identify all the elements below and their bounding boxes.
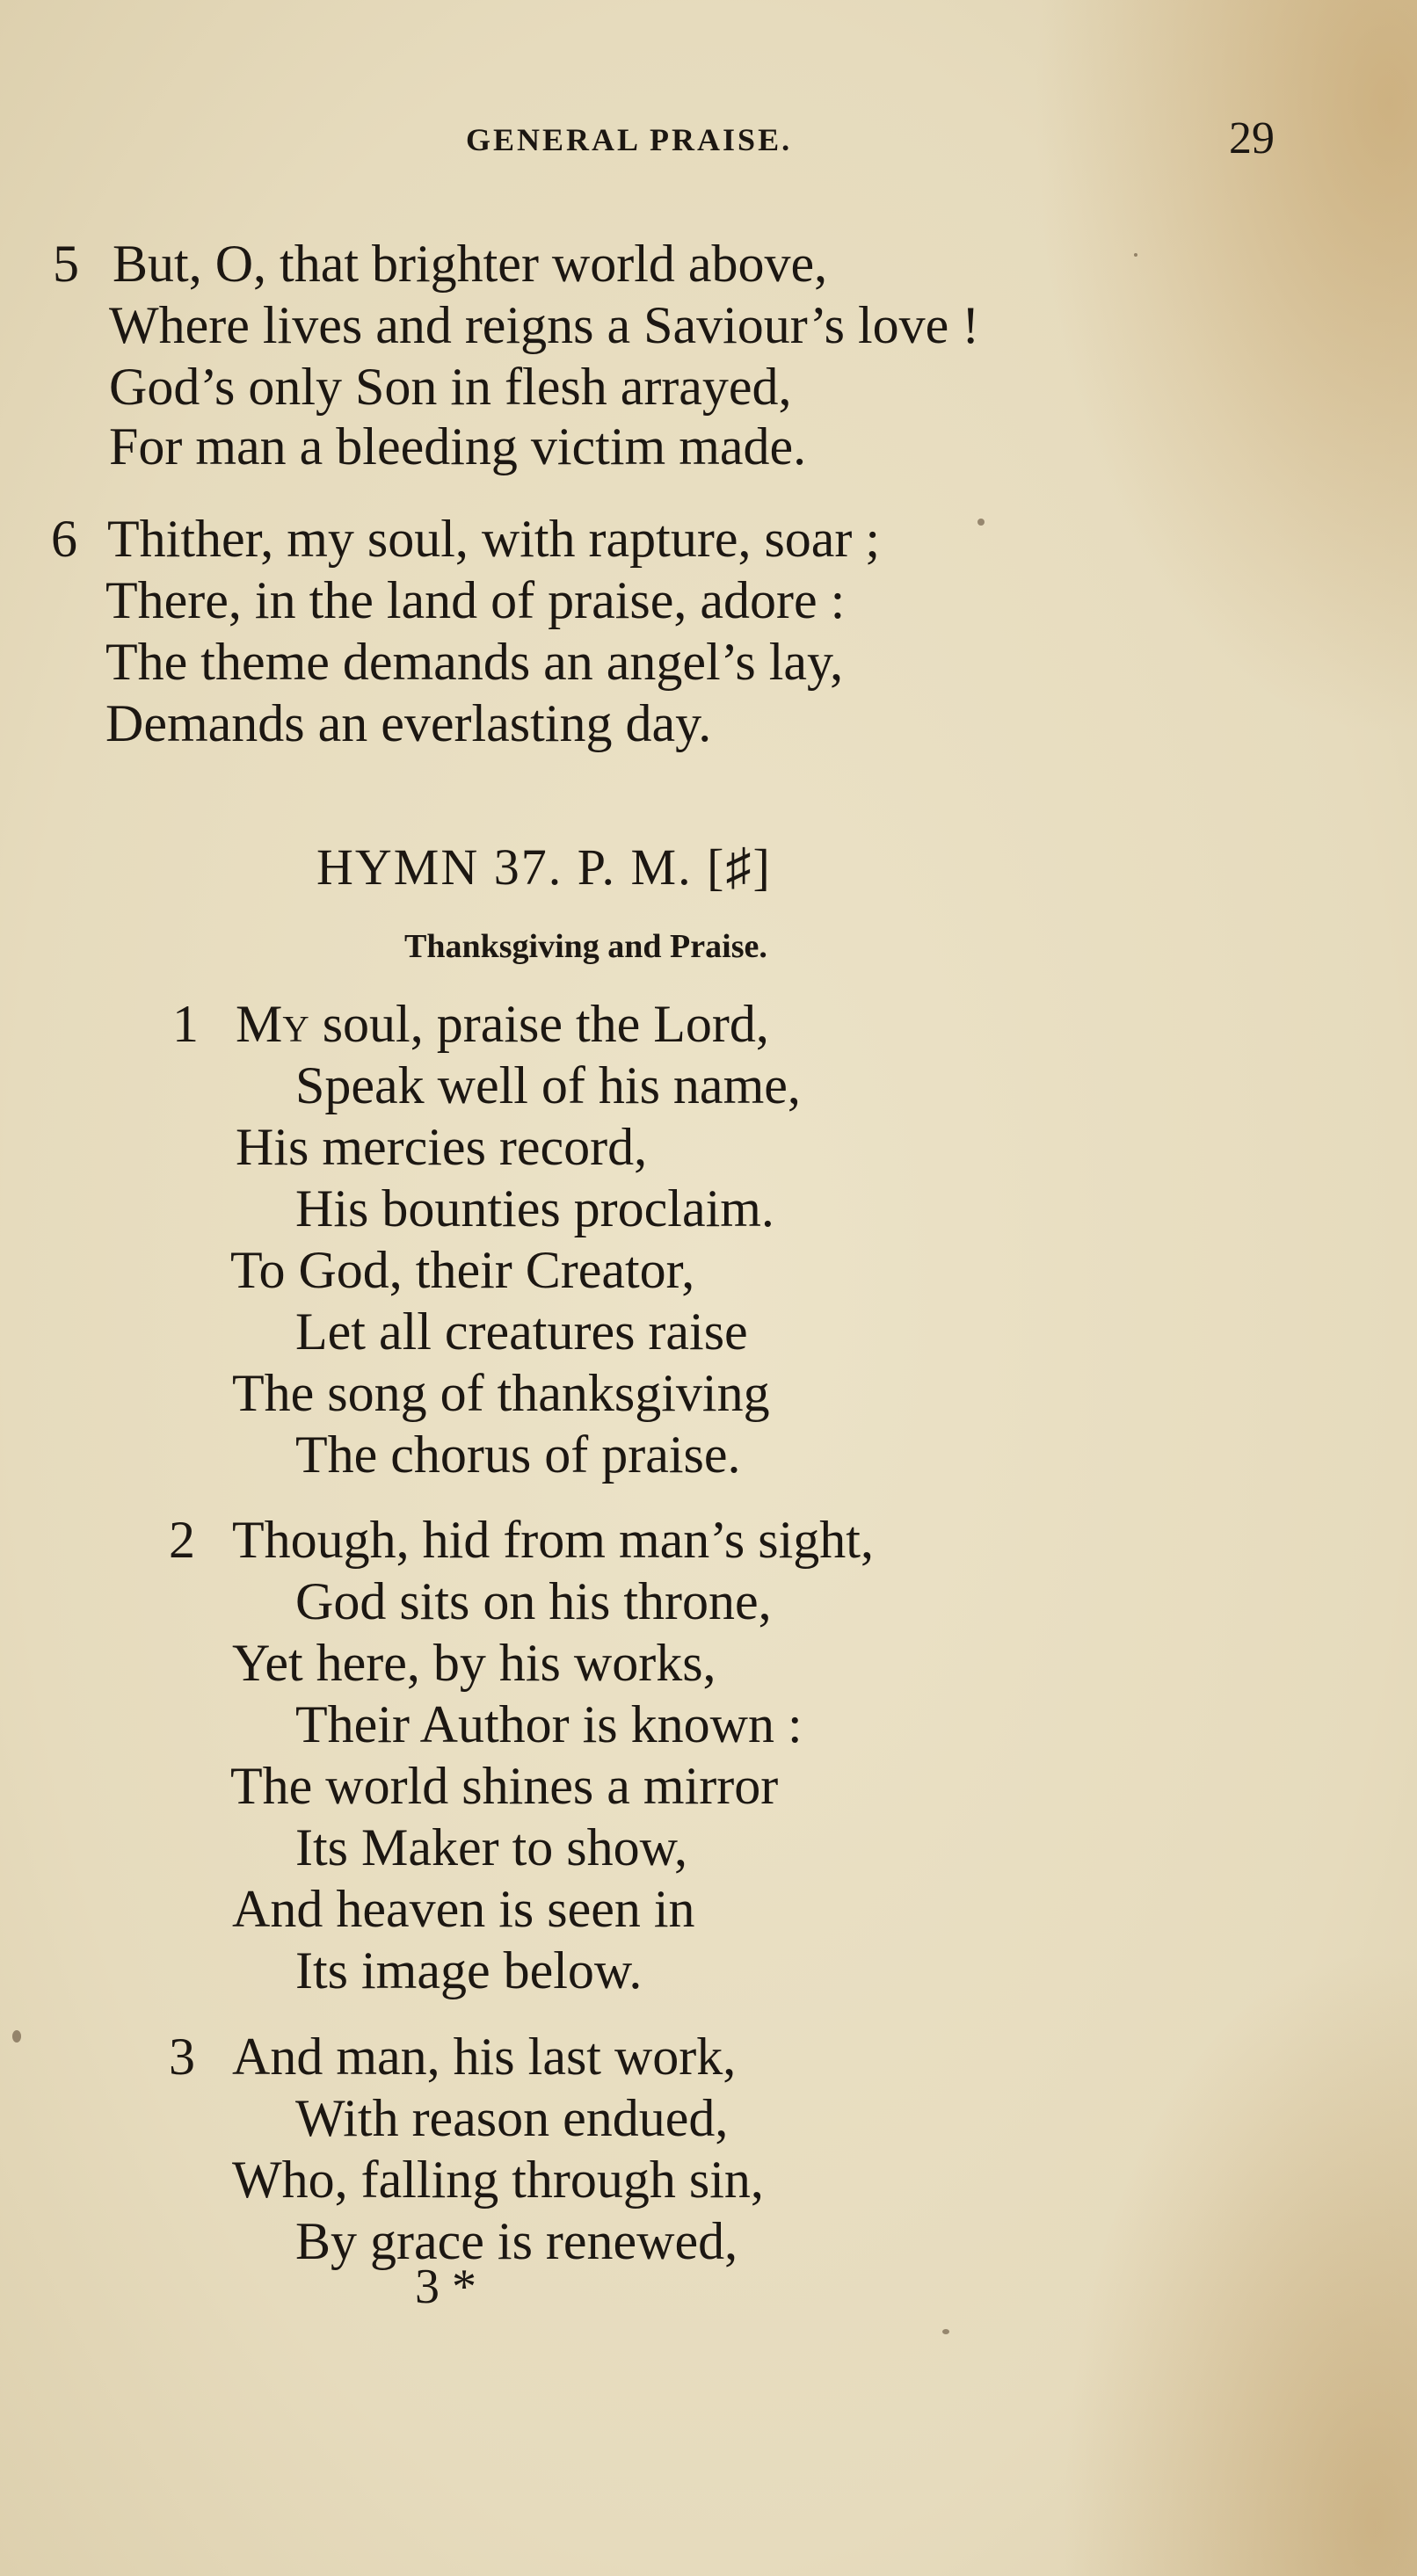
verse-line: The chorus of praise. (295, 1426, 741, 1484)
verse-line: By grace is renewed, (295, 2212, 738, 2270)
verse-line-first (236, 995, 769, 1053)
signature-mark: 3 * (415, 2260, 476, 2314)
hymn-subtitle: Thanksgiving and Praise. (404, 928, 767, 965)
verse-number: 2 (169, 1511, 195, 1569)
verse-line: The world shines a mirror (230, 1757, 779, 1815)
paper-speck (1134, 253, 1137, 257)
verse-line: Demands an everlasting day. (105, 694, 712, 752)
verse-line: To God, their Creator, (230, 1241, 695, 1299)
hymn-title: HYMN 37. P. M. [♯] (316, 838, 772, 896)
verse-line: There, in the land of praise, adore : (105, 571, 846, 629)
verse-line: And heaven is seen in (232, 1880, 695, 1938)
page-number: 29 (1229, 113, 1275, 163)
verse-line: Let all creatures raise (295, 1303, 748, 1361)
verse-line: Its Maker to show, (295, 1818, 688, 1876)
verse-line: And man, his last work, (232, 2028, 737, 2086)
verse-number: 3 (169, 2028, 195, 2086)
drop-word: My (236, 995, 309, 1053)
verse-line: Where lives and reigns a Saviour’s love ! (109, 296, 980, 354)
verse-line: With reason endued, (295, 2089, 729, 2147)
verse-line: Their Author is known : (295, 1695, 803, 1753)
verse-line: Though, hid from man’s sight, (232, 1511, 874, 1569)
verse-number: 5 (53, 235, 79, 293)
running-head: GENERAL PRAISE. (466, 122, 793, 157)
paper-speck (977, 519, 985, 526)
paper-speck (12, 2030, 21, 2043)
verse-line: His bounties proclaim. (295, 1179, 774, 1237)
verse-line: The theme demands an angel’s lay, (105, 633, 844, 691)
verse-line: The song of thanksgiving (232, 1364, 770, 1422)
paper-speck (942, 2329, 949, 2334)
verse-line: Thither, my soul, with rapture, soar ; (107, 510, 881, 568)
verse-line: God sits on his throne, (295, 1572, 772, 1630)
verse-number: 6 (51, 510, 77, 568)
verse-line: His mercies record, (236, 1118, 648, 1176)
verse-line: Its image below. (295, 1941, 643, 1999)
line-rest: soul, praise the Lord, (309, 995, 769, 1053)
verse-line: For man a bleeding victim made. (109, 417, 807, 475)
verse-number: 1 (172, 995, 199, 1053)
verse-line: God’s only Son in flesh arrayed, (109, 358, 792, 416)
verse-line: Yet here, by his works, (232, 1634, 716, 1692)
verse-line: Speak well of his name, (295, 1056, 801, 1114)
verse-line: Who, falling through sin, (232, 2151, 764, 2209)
verse-line: But, O, that brighter world above, (113, 235, 828, 293)
